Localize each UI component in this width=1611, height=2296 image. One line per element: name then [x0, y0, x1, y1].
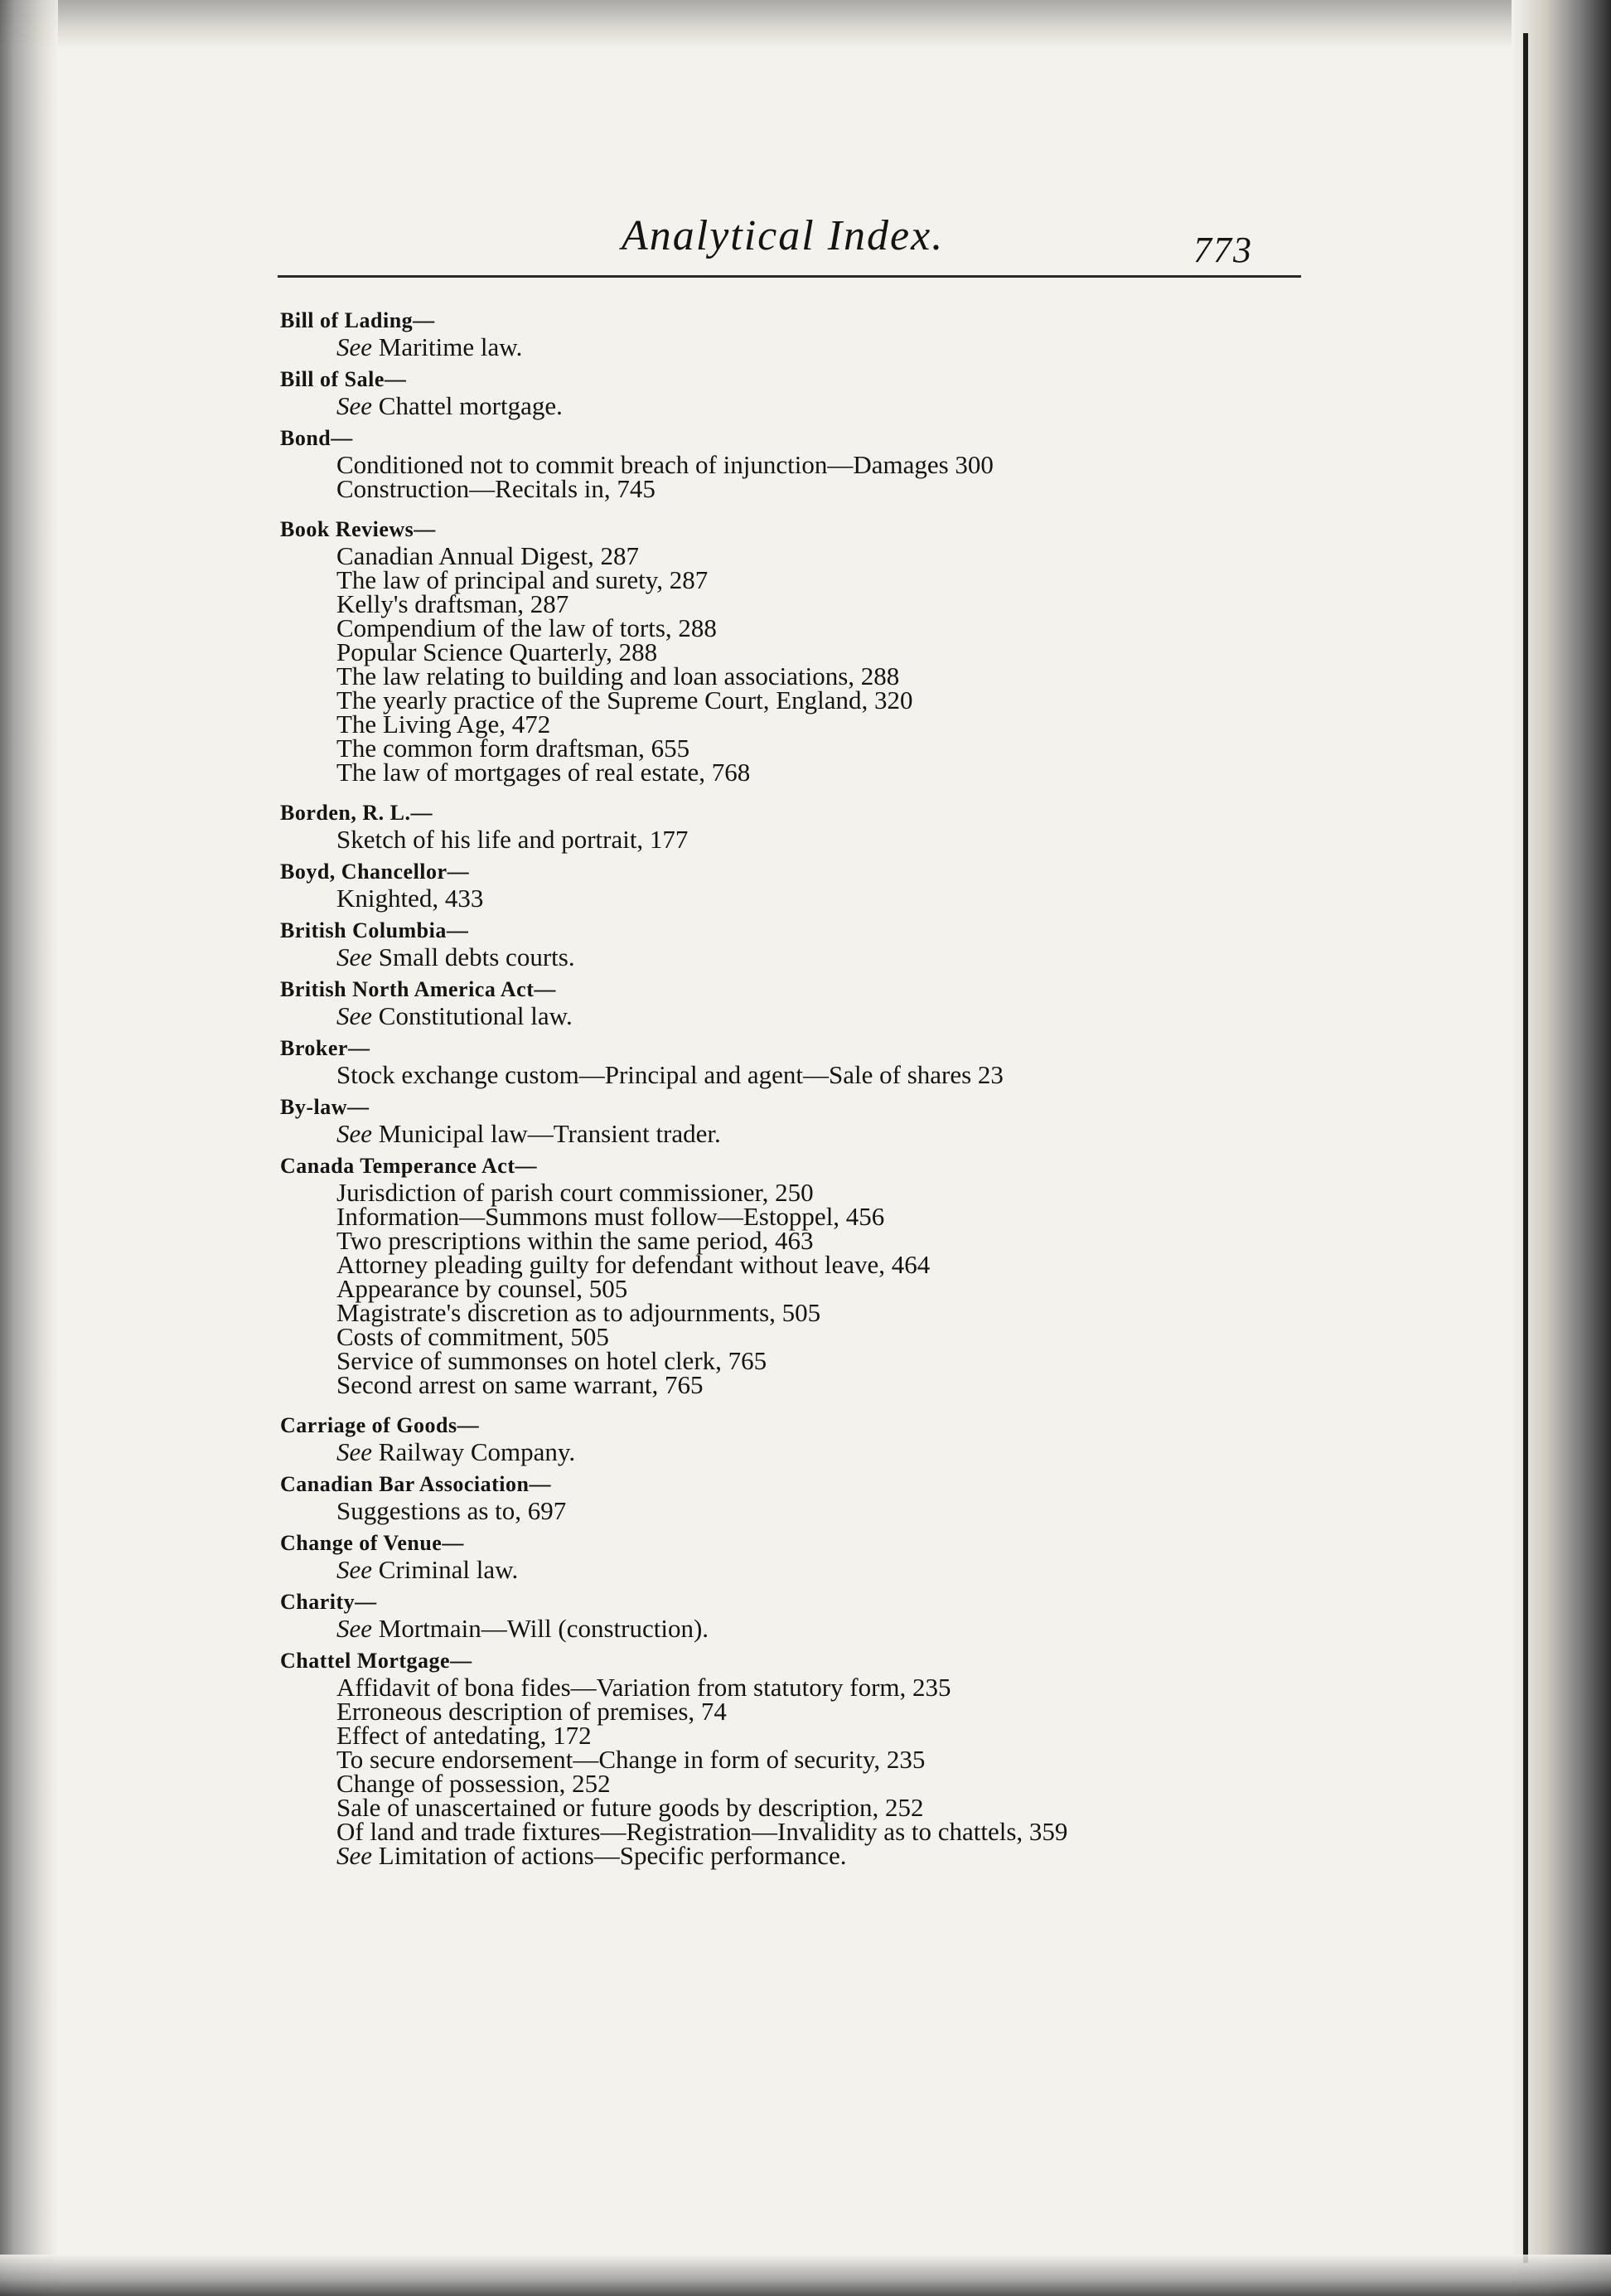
subentry-text: Stock exchange custom—Principal and agent—Sale of shares 23 [336, 1060, 1004, 1089]
subentry-text: Municipal law—Transient trader. [372, 1119, 721, 1148]
subentry-text: Kelly's draftsman, 287 [336, 589, 569, 618]
index-entry [280, 917, 1308, 969]
index-subentry [280, 734, 1308, 763]
subentry-text: Change of possession, 252 [336, 1769, 611, 1798]
subentry-text: Compendium of the law of torts, 288 [336, 613, 717, 642]
index-subentry [280, 685, 1308, 714]
subentry-text: Suggestions as to, 697 [336, 1496, 567, 1525]
subentry-text: Sketch of his life and portrait, 177 [336, 825, 689, 854]
subentry-text: The law of mortgages of real estate, 768 [336, 758, 751, 787]
index-subentry [280, 1841, 1308, 1870]
index-entry [280, 1529, 1308, 1582]
index-subentry [280, 1121, 1308, 1146]
index-heading: Change of Venue— [280, 1531, 464, 1555]
index-subentry [280, 541, 1308, 570]
subentry-text: Second arrest on same warrant, 765 [336, 1370, 704, 1399]
index-entry [280, 516, 1308, 787]
see-reference-word: See [336, 942, 373, 971]
index-heading: Boyd, Chancellor— [280, 860, 470, 884]
subentry-text: The Living Age, 472 [336, 710, 551, 739]
index-heading: Chattel Mortgage— [280, 1649, 472, 1673]
index-subentry [280, 1817, 1308, 1846]
index-subentry [280, 758, 1308, 787]
index-subentry [280, 1557, 1308, 1582]
subentry-text: Costs of commitment, 505 [336, 1322, 609, 1351]
subentry-text: Canadian Annual Digest, 287 [336, 541, 640, 570]
subentry-text: To secure endorsement—Change in form of security, 235 [336, 1745, 926, 1774]
index-heading: British Columbia— [280, 918, 469, 942]
see-reference-word: See [336, 1437, 373, 1466]
subentry-text: Mortmain—Will (construction). [372, 1614, 709, 1643]
index-subentry [280, 1496, 1308, 1525]
index-heading: Broker— [280, 1036, 370, 1060]
index-subentry [280, 1001, 1308, 1030]
index-subentry [280, 942, 1308, 971]
index-subentry [280, 1673, 1308, 1702]
index-subentry [280, 1250, 1308, 1279]
index-subentry [280, 1697, 1308, 1726]
index-subentry [280, 1202, 1308, 1231]
index-subentry [280, 450, 1308, 479]
index-heading: Canadian Bar Association— [280, 1472, 551, 1496]
index-subentry [280, 1793, 1308, 1822]
subentry-text: Magistrate's discretion as to adjournments, 505 [336, 1298, 821, 1327]
page-number: 773 [1193, 230, 1253, 270]
see-reference-word: See [336, 391, 373, 420]
index-subentry [280, 1721, 1308, 1750]
page-edge-top-shadow [0, 0, 1611, 50]
index-heading: By-law— [280, 1095, 370, 1119]
index-subentry [280, 1178, 1308, 1207]
index-entry [280, 1152, 1308, 1397]
index-heading: Book Reviews— [280, 517, 436, 541]
subentry-text: Service of summonses on hotel clerk, 765 [336, 1346, 767, 1375]
index-subentry [280, 391, 1308, 420]
index-entry [280, 424, 1308, 501]
index-entry [280, 1470, 1308, 1523]
index-subentry [280, 1614, 1308, 1643]
index-column [280, 307, 1308, 1882]
subentry-text: Criminal law. [372, 1555, 519, 1584]
page-edge-bottom-shadow [0, 2255, 1611, 2296]
subentry-text: Railway Company. [372, 1437, 576, 1466]
see-reference-word: See [336, 1119, 373, 1148]
index-subentry [280, 1226, 1308, 1255]
header-rule [278, 275, 1301, 278]
index-entry [280, 976, 1308, 1028]
index-heading: British North America Act— [280, 977, 556, 1001]
index-heading: Charity— [280, 1590, 377, 1614]
index-subentry [280, 613, 1308, 642]
index-subentry [280, 637, 1308, 666]
index-subentry [280, 1298, 1308, 1327]
index-subentry [280, 710, 1308, 739]
subentry-text: Information—Summons must follow—Estoppel, 456 [336, 1202, 885, 1231]
subentry-text: Effect of antedating, 172 [336, 1721, 592, 1750]
index-entry [280, 1412, 1308, 1464]
see-reference-word: See [336, 332, 373, 361]
page-edge-left-shadow [0, 0, 58, 2296]
subentry-text: Of land and trade fixtures—Registration—Invalidity as to chattels, 359 [336, 1817, 1068, 1846]
subentry-text: Constitutional law. [372, 1001, 573, 1030]
index-heading: Canada Temperance Act— [280, 1154, 537, 1178]
subentry-text: Conditioned not to commit breach of injunction—Damages 300 [336, 450, 994, 479]
index-subentry [280, 1346, 1308, 1375]
page-edge-right-line [1523, 33, 1528, 2263]
subentry-text: Limitation of actions—Specific performance. [372, 1841, 847, 1870]
see-reference-word: See [336, 1614, 373, 1643]
subentry-text: Maritime law. [372, 332, 523, 361]
index-entry [280, 1093, 1308, 1146]
see-reference-word: See [336, 1555, 373, 1584]
index-subentry [280, 1437, 1308, 1466]
index-subentry [280, 332, 1308, 361]
subentry-text: The law relating to building and loan associations, 288 [336, 661, 900, 690]
running-title: Analytical Index. [622, 212, 945, 259]
subentry-text: The yearly practice of the Supreme Court, England, 320 [336, 685, 913, 714]
index-entry [280, 1034, 1308, 1087]
subentry-text: Chattel mortgage. [372, 391, 563, 420]
index-entry [280, 366, 1308, 418]
subentry-text: Construction—Recitals in, 745 [336, 474, 656, 503]
index-heading: Carriage of Goods— [280, 1413, 480, 1437]
index-subentry [280, 1745, 1308, 1774]
subentry-text: Popular Science Quarterly, 288 [336, 637, 658, 666]
index-subentry [280, 884, 1308, 913]
index-entry [280, 858, 1308, 913]
subentry-text: The common form draftsman, 655 [336, 734, 690, 763]
index-entry [280, 1588, 1308, 1643]
subentry-text: Erroneous description of premises, 74 [336, 1697, 727, 1726]
index-entry [280, 307, 1308, 359]
index-subentry [280, 589, 1308, 618]
index-subentry [280, 474, 1308, 503]
index-subentry [280, 1322, 1308, 1351]
index-subentry [280, 661, 1308, 690]
subentry-text: Appearance by counsel, 505 [336, 1274, 628, 1303]
index-subentry [280, 825, 1308, 854]
subentry-text: Affidavit of bona fides—Variation from statutory form, 235 [336, 1673, 951, 1702]
see-reference-word: See [336, 1841, 373, 1870]
subentry-text: Knighted, 433 [336, 884, 484, 913]
index-subentry [280, 1370, 1308, 1399]
index-entry [280, 799, 1308, 854]
index-subentry [280, 1060, 1308, 1089]
index-subentry [280, 1769, 1308, 1798]
subentry-text: Jurisdiction of parish court commissioner, 250 [336, 1178, 814, 1207]
index-subentry [280, 565, 1308, 594]
see-reference-word: See [336, 1001, 373, 1030]
index-heading: Bond— [280, 426, 353, 450]
subentry-text: Attorney pleading guilty for defendant without leave, 464 [336, 1250, 931, 1279]
index-heading: Bill of Lading— [280, 308, 435, 332]
index-heading: Borden, R. L.— [280, 801, 433, 825]
subentry-text: Two prescriptions within the same period, 463 [336, 1226, 814, 1255]
index-entry [280, 1647, 1308, 1870]
subentry-text: Small debts courts. [372, 942, 575, 971]
subentry-text: The law of principal and surety, 287 [336, 565, 709, 594]
index-heading: Bill of Sale— [280, 367, 407, 391]
index-subentry [280, 1276, 1308, 1301]
subentry-text: Sale of unascertained or future goods by description, 252 [336, 1793, 924, 1822]
